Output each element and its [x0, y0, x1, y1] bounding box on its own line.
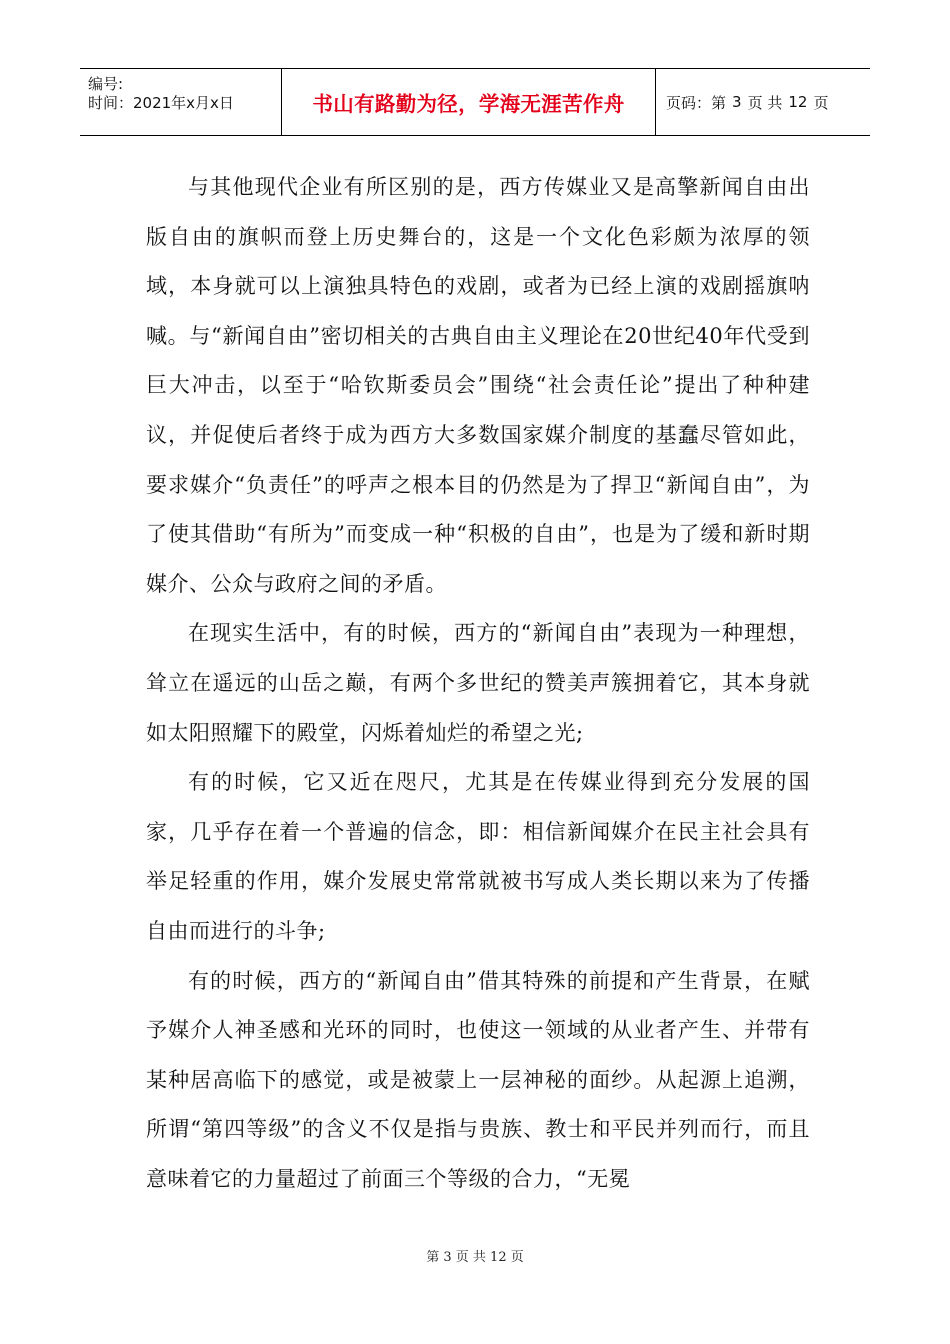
page-info-current: 3: [732, 93, 742, 111]
document-body: [146, 163, 810, 1204]
page-footer: 第 3 页 共 12 页: [426, 1250, 524, 1265]
page-info-middle: 页 共: [747, 93, 783, 112]
paragraph: 与其他现代企业有所区别的是，西方传媒业又是高擎新闻自由出版自由的旗帜而登上历史舞台的，这是一个文化色彩颇为浓厚的领域，本身就可以上演独具特色的戏剧，或者为已经上演的戏剧摇旗呐喊。与“新闻自由”密切相关的古典自由主义理论在20世纪40年代受到巨大冲击，以至于“哈钦斯委员会”围绕“社会责任论”提出了种种建议，并促使后者终于成为西方大多数国家媒介制度的基蠢尽管如此，要求媒介“负责任”的呼声之根本目的仍然是为了捍卫“新闻自由”，为了使其借助“有所为”而变成一种“积极的自由”，也是为了缓和新时期媒介、公众与政府之间的矛盾。: [146, 175, 810, 596]
header-motto-cell: [282, 69, 656, 135]
header-motto: 书山有路勤为径，学海无涯苦作舟: [312, 92, 625, 116]
page-info-suffix: 页: [813, 93, 829, 112]
page-info-total: 12: [788, 93, 808, 111]
header-page-info: [656, 69, 870, 135]
document-header: [80, 68, 870, 136]
header-meta-cell: [80, 69, 282, 135]
paragraph: 在现实生活中，有的时候，西方的“新闻自由”表现为一种理想，耸立在遥远的山岳之巅，有两个多世纪的赞美声簇拥着它，其本身就如太阳照耀下的殿堂，闪烁着灿烂的希望之光;: [146, 621, 810, 745]
paragraph: 有的时候，西方的“新闻自由”借其特殊的前提和产生背景，在赋予媒介人神圣感和光环的同时，也使这一领域的从业者产生、并带有某种居高临下的感觉，或是被蒙上一层神秘的面纱。从起源上追溯，所谓“第四等级”的含义不仅是指与贵族、教士和平民并列而行，而且意味着它的力量超过了前面三个等级的合力，“无冕: [146, 968, 810, 1191]
serial-number-label: 编号:: [88, 75, 124, 93]
paragraph: 有的时候，它又近在咫尺，尤其是在传媒业得到充分发展的国家，几乎存在着一个普遍的信念，即：相信新闻媒介在民主社会具有举足轻重的作用，媒介发展史常常就被书写成人类长期以来为了传播自由而进行的斗争;: [146, 770, 810, 943]
date-line: 时间：2021年x月x日: [88, 94, 234, 112]
page-info-label: 页码：第: [666, 93, 727, 112]
